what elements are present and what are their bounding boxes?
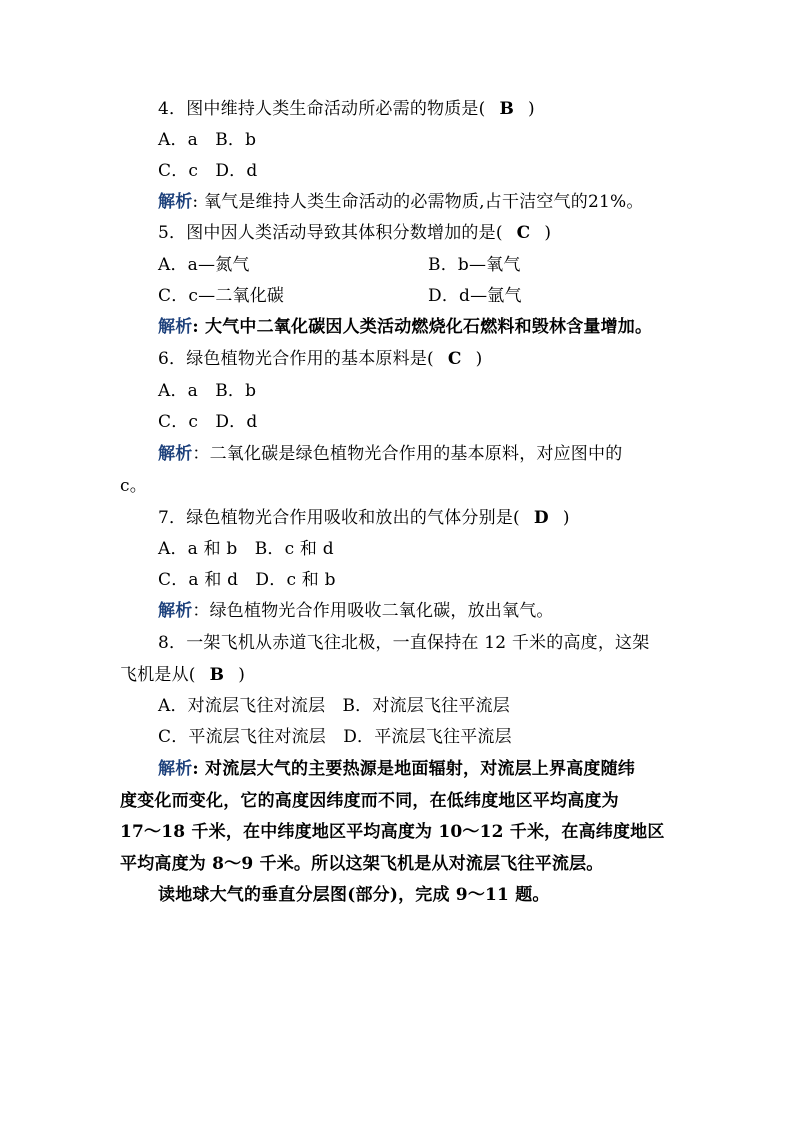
q8-explanation bbox=[158, 754, 635, 785]
q6-explanation-cont: c。 bbox=[120, 476, 147, 496]
q8-stem-cont bbox=[120, 660, 245, 691]
q5-option-a: A．a—氮气 bbox=[158, 255, 250, 275]
q6-options-1: A．a B．b bbox=[158, 381, 257, 401]
q4-stem-text: 4．图中维持人类生命活动所必需的物质是( bbox=[158, 99, 486, 119]
q7-explanation bbox=[158, 596, 554, 627]
q8-close: ) bbox=[238, 665, 246, 685]
q6-options-2: C．c D．d bbox=[158, 412, 258, 432]
q8-explanation-line3: 17～18 千米，在中纬度地区平均高度为 10～12 千米，在高纬度地区 bbox=[120, 822, 665, 842]
q6-stem-text: 6．绿色植物光合作用的基本原料是( bbox=[158, 349, 434, 369]
q5-option-c: C．c—二氧化碳 bbox=[158, 286, 285, 306]
q5-stem bbox=[158, 218, 551, 249]
q5-options-1 bbox=[158, 250, 521, 281]
q8-explanation-text: : 对流层大气的主要热源是地面辐射，对流层上界高度随纬 bbox=[192, 759, 635, 779]
q8-options-1: A．对流层飞往对流层 B．对流层飞往平流层 bbox=[158, 696, 510, 716]
q7-options-1: A．a 和 b B．c 和 d bbox=[158, 539, 334, 559]
q6-explanation-text: ：二氧化碳是绿色植物光合作用的基本原料，对应图中的 bbox=[192, 444, 623, 464]
q6-explanation bbox=[158, 439, 622, 470]
q8-explanation-label: 解析 bbox=[158, 759, 193, 779]
q5-close: ) bbox=[544, 223, 552, 243]
q7-explanation-label: 解析 bbox=[158, 601, 193, 621]
q6-answer: C bbox=[447, 349, 462, 369]
q4-options-2: C．c D．d bbox=[158, 161, 258, 181]
q6-close: ) bbox=[475, 349, 483, 369]
next-section-intro: 读地球大气的垂直分层图(部分)，完成 9～11 题。 bbox=[158, 885, 550, 905]
q4-answer: B bbox=[499, 99, 515, 119]
q7-answer: D bbox=[533, 508, 549, 528]
q8-answer: B bbox=[209, 665, 225, 685]
q4-explanation bbox=[158, 187, 644, 218]
q5-explanation-label: 解析 bbox=[158, 317, 193, 337]
q5-answer: C bbox=[516, 223, 531, 243]
q8-stem: 8．一架飞机从赤道飞往北极，一直保持在 12 千米的高度，这架 bbox=[158, 633, 650, 653]
q7-explanation-text: ：绿色植物光合作用吸收二氧化碳，放出氧气。 bbox=[192, 601, 554, 621]
q5-explanation-text: : 大气中二氧化碳因人类活动燃烧化石燃料和毁林含量增加。 bbox=[192, 317, 653, 337]
q5-option-d: D．d—氩气 bbox=[428, 286, 522, 306]
q5-stem-text: 5．图中因人类活动导致其体积分数增加的是( bbox=[158, 223, 503, 243]
q8-stem-text: 飞机是从( bbox=[120, 665, 196, 685]
q7-stem bbox=[158, 503, 570, 534]
q8-explanation-line2: 度变化而变化，它的高度因纬度而不同，在低纬度地区平均高度为 bbox=[120, 791, 619, 811]
q4-explanation-label: 解析 bbox=[158, 192, 193, 212]
q5-explanation bbox=[158, 312, 652, 343]
q7-stem-text: 7．绿色植物光合作用吸收和放出的气体分别是( bbox=[158, 508, 520, 528]
q7-options-2: C．a 和 d D．c 和 b bbox=[158, 570, 336, 590]
q4-explanation-text: : 氧气是维持人类生命活动的必需物质,占干洁空气的21%。 bbox=[192, 192, 644, 212]
q8-explanation-line4: 平均高度为 8～9 千米。所以这架飞机是从对流层飞往平流层。 bbox=[120, 854, 604, 874]
q7-close: ) bbox=[562, 508, 570, 528]
q8-options-2: C．平流层飞往对流层 D．平流层飞往平流层 bbox=[158, 727, 512, 747]
q4-close: ) bbox=[528, 99, 535, 119]
q5-option-b: B．b—氧气 bbox=[428, 255, 521, 275]
q4-stem bbox=[158, 94, 535, 125]
q4-options-1: A．a B．b bbox=[158, 130, 257, 150]
q6-explanation-label: 解析 bbox=[158, 444, 193, 464]
q6-stem bbox=[158, 344, 482, 375]
q5-options-2 bbox=[158, 281, 522, 312]
